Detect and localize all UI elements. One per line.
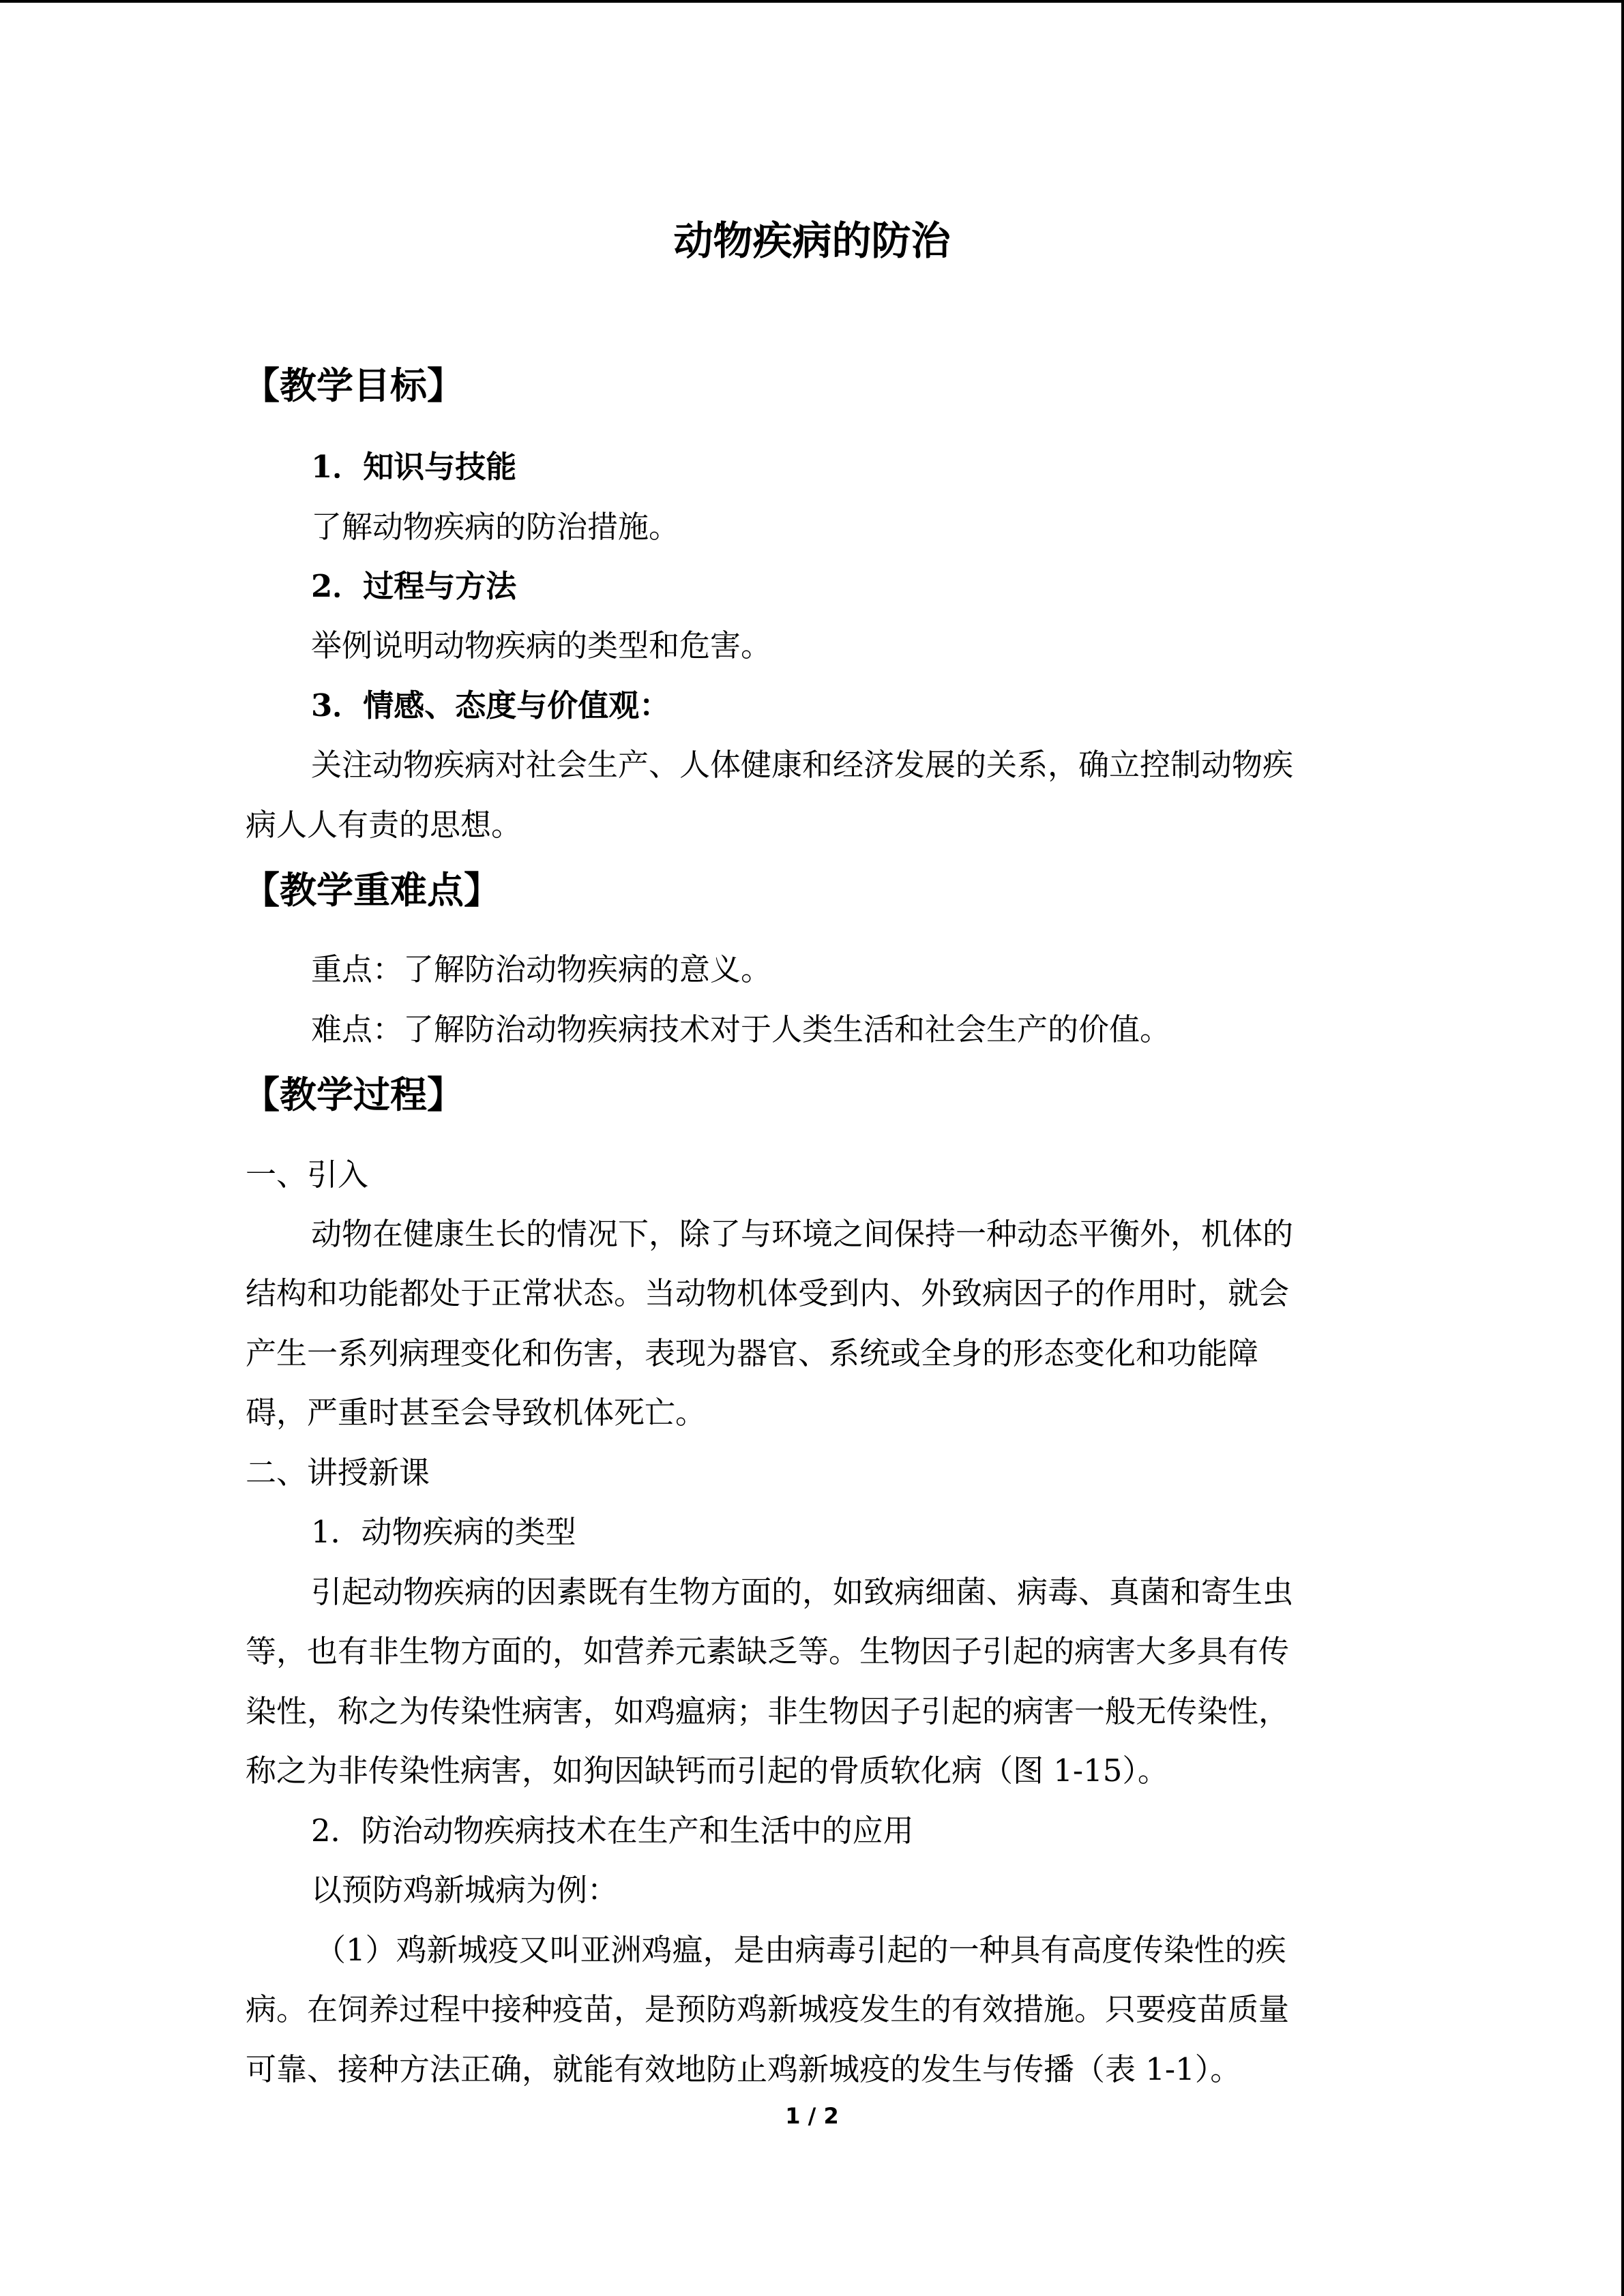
objective-3-line-1: 关注动物疾病对社会生产、人体健康和经济发展的关系，确立控制动物疾 [311,747,1294,783]
heading-process: 【教学过程】 [243,1073,464,1116]
new-lesson-title: 二、讲授新课 [246,1455,430,1491]
heading-key-points: 【教学重难点】 [243,868,501,912]
types-line-3: 染性，称之为传染性病害，如鸡瘟病；非生物因子引起的病害一般无传染性， [246,1693,1290,1729]
intro-title: 一、引入 [246,1157,369,1193]
application-line-1: （1）鸡新城疫又叫亚洲鸡瘟，是由病毒引起的一种具有高度传染性的疾 [315,1932,1286,1968]
objective-3-line-2: 病人人有责的思想。 [246,807,522,843]
application-title: 2．防治动物疾病技术在生产和生活中的应用 [311,1813,914,1849]
intro-line-1: 动物在健康生长的情况下，除了与环境之间保持一种动态平衡外，机体的 [311,1216,1294,1252]
objective-2-heading: 2．过程与方法 [311,568,517,604]
page-border-top [0,0,1624,3]
intro-line-4: 碍，严重时甚至会导致机体死亡。 [246,1395,707,1431]
application-line-3: 可靠、接种方法正确，就能有效地防止鸡新城疫的发生与传播（表 1-1）。 [246,2051,1241,2087]
intro-line-2: 结构和功能都处于正常状态。当动物机体受到内、外致病因子的作用时，就会 [246,1275,1290,1311]
difficulty-line: 难点：了解防治动物疾病技术对于人类生活和社会生产的价值。 [311,1011,1171,1047]
objective-3-heading: 3．情感、态度与价值观： [311,687,670,724]
types-title: 1．动物疾病的类型 [311,1514,576,1550]
page-title: 动物疾病的防治 [673,218,951,264]
page-number: 1 / 2 [785,2103,839,2129]
types-line-2: 等，也有非生物方面的，如营养元素缺乏等。生物因子引起的病害大多具有传 [246,1633,1290,1669]
heading-objectives: 【教学目标】 [243,363,464,407]
objective-1-heading: 1．知识与技能 [311,449,517,485]
objective-2-text: 举例说明动物疾病的类型和危害。 [311,627,772,664]
objective-1-text: 了解动物疾病的防治措施。 [311,509,680,545]
types-line-4: 称之为非传染性病害，如狗因缺钙而引起的骨质软化病（图 1-15）。 [246,1753,1168,1789]
types-line-1: 引起动物疾病的因素既有生物方面的，如致病细菌、病毒、真菌和寄生虫 [311,1574,1294,1610]
intro-line-3: 产生一系列病理变化和伤害，表现为器官、系统或全身的形态变化和功能障 [246,1335,1259,1371]
page-border-right [1621,0,1624,2296]
application-intro: 以预防鸡新城病为例： [311,1872,619,1908]
key-point-line: 重点：了解防治动物疾病的意义。 [311,951,772,987]
application-line-2: 病。在饲养过程中接种疫苗，是预防鸡新城疫发生的有效措施。只要疫苗质量 [246,1991,1290,2027]
